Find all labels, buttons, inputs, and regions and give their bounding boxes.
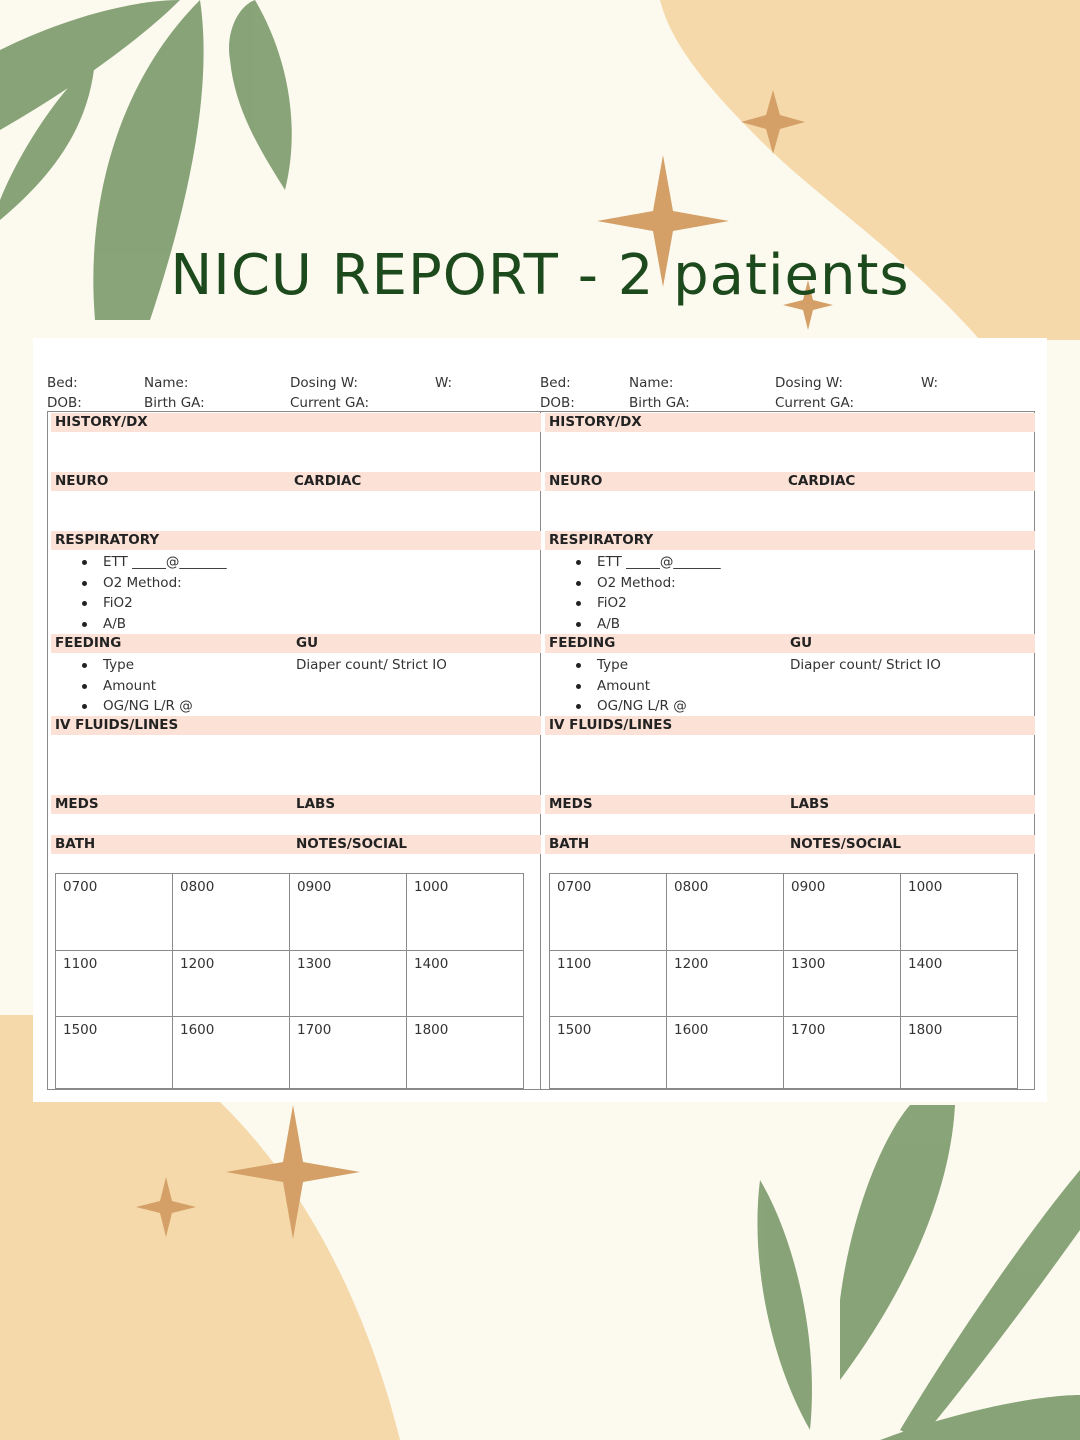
feeding-item: Amount [597,678,651,694]
bullet [82,684,87,689]
neuro-heading: NEURO [549,473,603,489]
grid-cell[interactable]: 1600 [173,1017,290,1089]
feeding-heading: FEEDING [55,635,122,651]
dosing-weight-label: Dosing W: [290,375,358,391]
gu-text: Diaper count/ Strict IO [790,657,941,673]
cardiac-heading: CARDIAC [294,473,362,489]
bullet [576,684,581,689]
feeding-item: OG/NG L/R @ [597,698,687,714]
bullet [82,663,87,668]
feeding-item: OG/NG L/R @ [103,698,193,714]
dob-label: DOB: [540,395,575,411]
grid-cell[interactable]: 1100 [56,951,173,1017]
leaf-icon [757,1105,1080,1440]
grid-cell[interactable]: 1200 [667,951,784,1017]
grid-row [56,874,524,951]
dob-label: DOB: [47,395,82,411]
birth-ga-label: Birth GA: [629,395,690,411]
bullet [576,560,581,565]
bullet [82,622,87,627]
grid-cell[interactable]: 1300 [784,951,901,1017]
report-sheet [33,338,1047,1102]
meds-heading: MEDS [55,796,99,812]
respiratory-heading: RESPIRATORY [55,532,160,548]
bullet [576,601,581,606]
current-ga-label: Current GA: [775,395,855,411]
gu-heading: GU [790,635,813,651]
grid-cell[interactable]: 0700 [56,874,173,951]
grid-cell[interactable]: 1600 [667,1017,784,1089]
respiratory-item: A/B [597,616,621,632]
bath-heading: BATH [549,836,590,852]
labs-heading: LABS [790,796,830,812]
weight-label: W: [435,375,453,391]
grid-row [56,951,524,1017]
page-title: NICU REPORT - 2 patients [170,243,910,308]
hourly-grid [549,873,1018,1089]
grid-row [550,874,1018,951]
bath-heading: BATH [55,836,96,852]
current-ga-label: Current GA: [290,395,370,411]
gu-heading: GU [296,635,319,651]
bed-label: Bed: [540,375,571,391]
iv-heading: IV FLUIDS/LINES [549,717,673,733]
meds-heading: MEDS [549,796,593,812]
respiratory-item: O2 Method: [103,575,182,591]
respiratory-item: FiO2 [597,595,627,611]
hourly-grid [55,873,524,1089]
grid-cell[interactable]: 1700 [784,1017,901,1089]
grid-cell[interactable]: 1800 [901,1017,1018,1089]
respiratory-heading: RESPIRATORY [549,532,654,548]
feeding-item: Type [597,657,629,673]
feeding-item: Type [103,657,135,673]
grid-cell[interactable]: 1200 [173,951,290,1017]
grid-cell[interactable]: 1800 [407,1017,524,1089]
iv-heading: IV FLUIDS/LINES [55,717,179,733]
dosing-weight-label: Dosing W: [775,375,843,391]
grid-cell[interactable]: 1000 [407,874,524,951]
grid-row [550,1017,1018,1089]
bullet [82,704,87,709]
birth-ga-label: Birth GA: [144,395,205,411]
respiratory-item: ETT _____@_______ [103,554,227,570]
bullet [82,581,87,586]
history-heading: HISTORY/DX [549,414,642,430]
respiratory-item: A/B [103,616,127,632]
history-heading: HISTORY/DX [55,414,148,430]
bullet [576,622,581,627]
name-label: Name: [629,375,674,391]
grid-row [56,1017,524,1089]
labs-heading: LABS [296,796,336,812]
bullet [82,560,87,565]
respiratory-item: FiO2 [103,595,133,611]
grid-cell[interactable]: 1000 [901,874,1018,951]
grid-cell[interactable]: 1500 [550,1017,667,1089]
grid-cell[interactable]: 1400 [407,951,524,1017]
weight-label: W: [921,375,939,391]
grid-cell[interactable]: 1700 [290,1017,407,1089]
bullet [576,581,581,586]
feeding-heading: FEEDING [549,635,616,651]
cardiac-heading: CARDIAC [788,473,856,489]
bed-label: Bed: [47,375,78,391]
column-divider [540,411,541,1090]
grid-cell[interactable]: 1500 [56,1017,173,1089]
grid-cell[interactable]: 1400 [901,951,1018,1017]
notes-heading: NOTES/SOCIAL [790,836,902,852]
grid-cell[interactable]: 0900 [784,874,901,951]
bullet [82,601,87,606]
grid-cell[interactable]: 1300 [290,951,407,1017]
grid-cell[interactable]: 0800 [667,874,784,951]
grid-cell[interactable]: 0900 [290,874,407,951]
grid-row [550,951,1018,1017]
feeding-item: Amount [103,678,157,694]
bullet [576,704,581,709]
respiratory-item: O2 Method: [597,575,676,591]
grid-cell[interactable]: 0800 [173,874,290,951]
grid-cell[interactable]: 1100 [550,951,667,1017]
neuro-heading: NEURO [55,473,109,489]
notes-heading: NOTES/SOCIAL [296,836,408,852]
gu-text: Diaper count/ Strict IO [296,657,447,673]
grid-cell[interactable]: 0700 [550,874,667,951]
name-label: Name: [144,375,189,391]
respiratory-item: ETT _____@_______ [597,554,721,570]
bullet [576,663,581,668]
